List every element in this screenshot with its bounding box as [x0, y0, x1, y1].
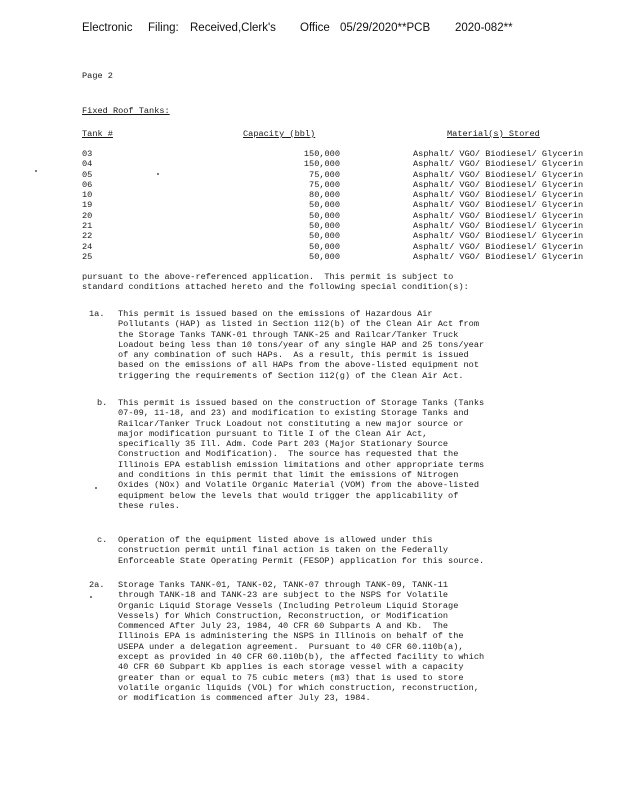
condition-text	[118, 398, 598, 511]
table-row	[82, 149, 593, 159]
tank-number-cell: 22	[82, 231, 93, 242]
condition-text	[118, 309, 598, 381]
condition-label: c.	[97, 535, 108, 545]
tank-number-cell: 05	[82, 169, 93, 180]
material-cell: Asphalt/ VGO/ Biodiesel/ Glycerin	[413, 241, 584, 252]
tank-number-cell: 25	[82, 251, 93, 262]
capacity-cell: 150,000	[303, 159, 340, 170]
scan-speck	[95, 487, 97, 489]
condition-line: Construction and Modification). The source has requested that the	[118, 449, 459, 460]
capacity-cell: 50,000	[309, 200, 340, 211]
condition-line: and conditions in this permit that limit the emissions of Nitrogen	[118, 470, 459, 481]
col-header-material: Material(s) Stored	[447, 129, 540, 139]
condition-line: volatile organic liquids (VOL) for which construction, reconstruction,	[118, 682, 479, 693]
material-cell: Asphalt/ VGO/ Biodiesel/ Glycerin	[413, 149, 584, 159]
material-cell: Asphalt/ VGO/ Biodiesel/ Glycerin	[413, 231, 584, 242]
condition-line: 40 CFR 60 Subpart Kb applies is each storage vessel with a capacity	[118, 662, 464, 673]
header-electronic: Electronic	[82, 22, 133, 34]
scan-speck	[157, 173, 159, 175]
tank-number-cell: 04	[82, 159, 93, 170]
condition-line: 07-09, 11-18, and 23) and modification to existing Storage Tanks and	[118, 408, 469, 419]
condition-line: Railcar/Tanker Truck Loadout not constituting a new major source or	[118, 418, 464, 429]
condition-line: Organic Liquid Storage Vessels (Including Petroleum Liquid Storage	[118, 600, 459, 611]
material-cell: Asphalt/ VGO/ Biodiesel/ Glycerin	[413, 200, 584, 211]
condition-line: Vessels) for Which Construction, Reconstruction, or Modification	[118, 610, 449, 621]
capacity-cell: 50,000	[309, 231, 340, 242]
condition-line: Operation of the equipment listed above is allowed under this	[118, 535, 433, 545]
capacity-cell: 75,000	[309, 169, 340, 180]
capacity-cell: 150,000	[303, 149, 340, 159]
tank-number-cell: 10	[82, 190, 93, 201]
condition-line: of any combination of such HAPs. As a result, this permit is issued	[118, 350, 469, 361]
condition-line: Illinois EPA is administering the NSPS in Illinois on behalf of the	[118, 631, 464, 642]
capacity-cell: 50,000	[309, 251, 340, 262]
tank-table	[82, 149, 593, 262]
intro-line: standard conditions attached hereto and the following special condition(s):	[82, 282, 469, 292]
material-cell: Asphalt/ VGO/ Biodiesel/ Glycerin	[413, 159, 584, 170]
material-cell: Asphalt/ VGO/ Biodiesel/ Glycerin	[413, 190, 584, 201]
condition-label: 2a.	[89, 580, 105, 590]
material-cell: Asphalt/ VGO/ Biodiesel/ Glycerin	[413, 251, 584, 262]
table-row	[82, 200, 593, 210]
intro-line: pursuant to the above-referenced application. This permit is subject to	[82, 272, 454, 282]
condition-text	[118, 580, 598, 704]
condition-line: major modification pursuant to Title I of the Clean Air Act,	[118, 428, 428, 439]
col-header-tank: Tank #	[82, 129, 113, 139]
condition-line: greater than or equal to 75 cubic meters (m3) that is used to store	[118, 672, 464, 683]
table-row	[82, 242, 593, 252]
table-row	[82, 190, 593, 200]
condition-line: equipment below the levels that would trigger the applicability of	[118, 490, 459, 501]
header-number: 2020-082**	[455, 22, 513, 34]
condition-line: construction permit until final action is taken on the Federally	[118, 545, 449, 556]
condition-text	[118, 535, 598, 566]
condition-line: triggering the requirements of Section 112(g) of the Clean Air Act.	[118, 370, 464, 381]
condition-line: the Storage Tanks TANK-01 through TANK-25 and Railcar/Tanker Truck	[118, 329, 459, 340]
header-date: 05/29/2020**PCB	[340, 22, 431, 34]
condition-line: Storage Tanks TANK-01, TANK-02, TANK-07 through TANK-09, TANK-11	[118, 580, 449, 590]
condition-line: except as provided in 40 CFR 60.110b(b), the affected facility to which	[118, 652, 485, 663]
page-label: Page 2	[82, 71, 113, 81]
condition-line: Loadout being less than 10 tons/year of any single HAP and 25 tons/year	[118, 339, 485, 350]
table-row	[82, 221, 593, 231]
condition-line: or modification is commenced after July 23, 1984.	[118, 693, 371, 704]
table-row	[82, 231, 593, 241]
material-cell: Asphalt/ VGO/ Biodiesel/ Glycerin	[413, 210, 584, 221]
material-cell: Asphalt/ VGO/ Biodiesel/ Glycerin	[413, 179, 584, 190]
condition-line: Enforceable State Operating Permit (FESOP) application for this source.	[118, 555, 485, 566]
condition-line: This permit is issued based on the emissions of Hazardous Air	[118, 309, 433, 319]
filing-header	[0, 22, 618, 38]
scan-speck	[35, 170, 37, 172]
condition-line: This permit is issued based on the construction of Storage Tanks (Tanks	[118, 398, 485, 408]
header-filing: Filing:	[148, 22, 179, 34]
condition-line: Illinois EPA establish emission limitations and other appropriate terms	[118, 459, 485, 470]
condition-line: USEPA under a delegation agreement. Pursuant to 40 CFR 60.110b(a),	[118, 641, 464, 652]
table-row	[82, 180, 593, 190]
capacity-cell: 50,000	[309, 210, 340, 221]
table-row	[82, 211, 593, 221]
condition-line: through TANK-18 and TANK-23 are subject to the NSPS for Volatile	[118, 590, 449, 601]
col-header-capacity: Capacity (bbl)	[243, 129, 316, 139]
header-office: Office	[300, 22, 330, 34]
condition-line: Pollutants (HAP) as listed in Section 112(b) of the Clean Air Act from	[118, 319, 479, 330]
capacity-cell: 50,000	[309, 241, 340, 252]
capacity-cell: 50,000	[309, 221, 340, 232]
tank-number-cell: 06	[82, 179, 93, 190]
material-cell: Asphalt/ VGO/ Biodiesel/ Glycerin	[413, 221, 584, 232]
condition-line: Commenced After July 23, 1984, 40 CFR 60 Subparts A and Kb. The	[118, 621, 449, 632]
tank-number-cell: 21	[82, 221, 93, 232]
tank-number-cell: 24	[82, 241, 93, 252]
condition-line: Oxides (NOx) and Volatile Organic Material (VOM) from the above-listed	[118, 480, 479, 491]
condition-label: 1a.	[89, 309, 105, 319]
tank-number-cell: 19	[82, 200, 93, 211]
condition-line: based on the emissions of all HAPs from the above-listed equipment not	[118, 360, 479, 371]
condition-label: b.	[97, 398, 108, 408]
tank-number-cell: 03	[82, 149, 93, 159]
section-title: Fixed Roof Tanks:	[82, 106, 170, 116]
tank-number-cell: 20	[82, 210, 93, 221]
header-received: Received,Clerk's	[190, 22, 276, 34]
scan-speck	[90, 596, 92, 598]
condition-line: these rules.	[118, 500, 180, 511]
capacity-cell: 80,000	[309, 190, 340, 201]
material-cell: Asphalt/ VGO/ Biodiesel/ Glycerin	[413, 169, 584, 180]
table-row	[82, 159, 593, 169]
condition-line: specifically 35 Ill. Adm. Code Part 203 (Major Stationary Source	[118, 439, 449, 450]
capacity-cell: 75,000	[309, 179, 340, 190]
table-row	[82, 252, 593, 262]
